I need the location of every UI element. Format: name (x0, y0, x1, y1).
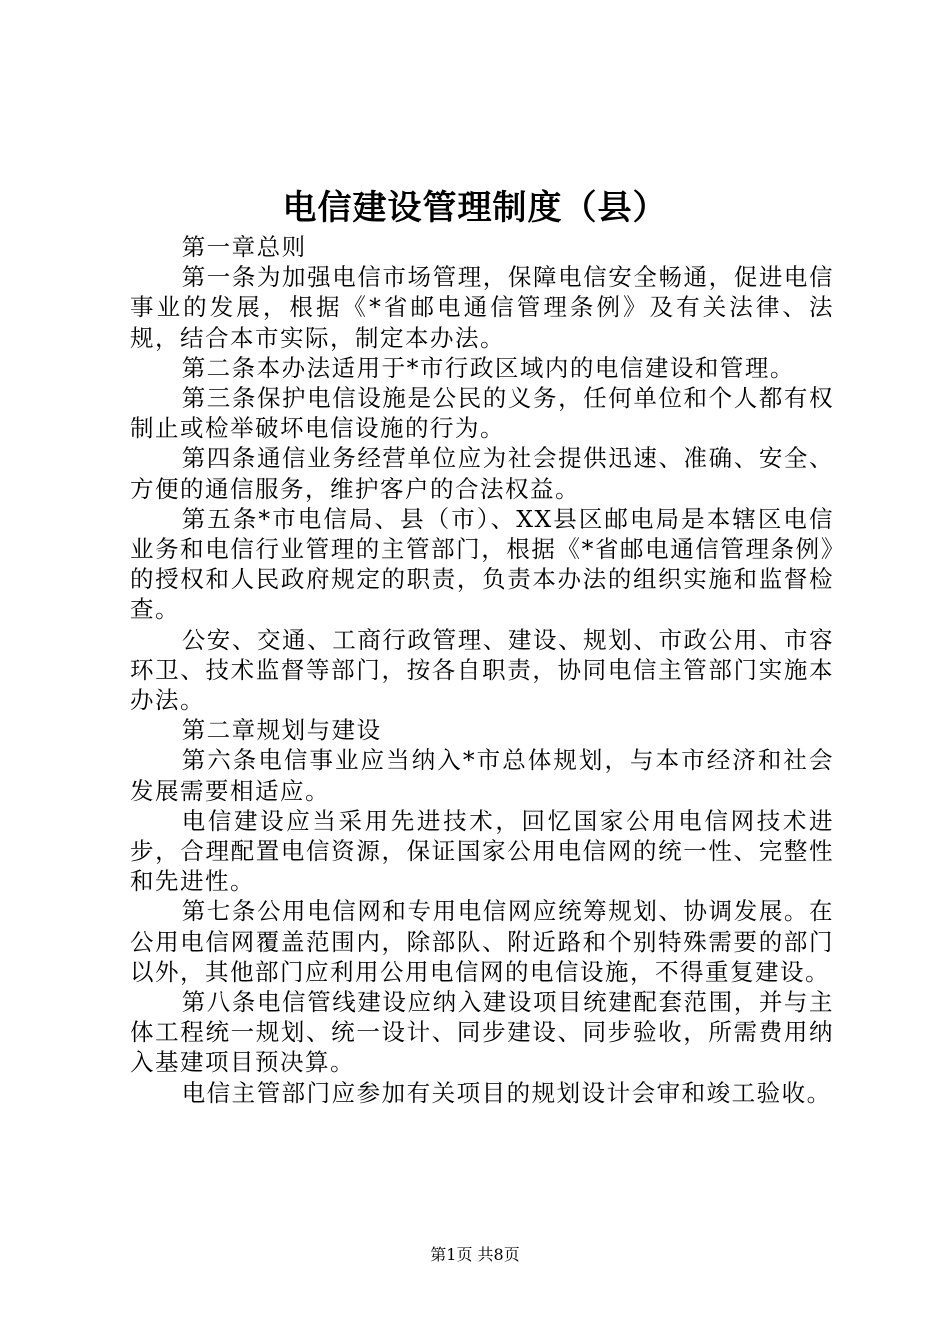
article-paragraph: 第一条为加强电信市场管理，保障电信安全畅通，促进电信事业的发展，根据《*省邮电通信管理条例》及有关法律、法规，结合本市实际，制定本办法。 (130, 263, 834, 352)
body-paragraph: 电信建设应当采用先进技术，回忆国家公用电信网技术进步，合理配置电信资源，保证国家公用电信网的统一性、完整性和先进性。 (130, 806, 834, 896)
page-footer: 第1页 共8页 (430, 1245, 520, 1264)
chapter-heading: 第二章规划与建设 (181, 716, 382, 745)
article-paragraph: 第四条通信业务经营单位应为社会提供迅速、准确、安全、方便的通信服务，维护客户的合法权益。 (130, 444, 834, 503)
chapter-heading: 第一章总则 (181, 233, 307, 261)
document-body (130, 232, 834, 1108)
article-paragraph: 第七条公用电信网和专用电信网应统筹规划、协调发展。在公用电信网覆盖范围内，除部队、附近路和个别特殊需要的部门以外，其他部门应利用公用电信网的电信设施，不得重复建设。 (130, 897, 834, 986)
page-title: 电信建设管理制度（县） (282, 188, 668, 228)
article-paragraph: 第二条本办法适用于*市行政区域内的电信建设和管理。 (181, 353, 795, 382)
article-paragraph: 第八条电信管线建设应纳入建设项目统建配套范围，并与主体工程统一规划、统一设计、同步建设、同步验收，所需费用纳入基建项目预决算。 (130, 988, 834, 1077)
article-paragraph: 第五条*市电信局、县（市）、XX县区邮电局是本辖区电信业务和电信行业管理的主管部门，根据《*省邮电通信管理条例》的授权和人民政府规定的职责，负责本办法的组织实施和监督检查。 (130, 504, 834, 624)
body-paragraph: 电信主管部门应参加有关项目的规划设计会审和竣工验收。 (181, 1078, 832, 1107)
article-paragraph: 第三条保护电信设施是公民的义务，任何单位和个人都有权制止或检举破坏电信设施的行为。 (130, 384, 834, 443)
body-paragraph: 公安、交通、工商行政管理、建设、规划、市政公用、市容环卫、技术监督等部门，按各自职责，协同电信主管部门实施本办法。 (130, 625, 834, 715)
article-paragraph: 第六条电信事业应当纳入*市总体规划，与本市经济和社会发展需要相适应。 (130, 746, 834, 805)
